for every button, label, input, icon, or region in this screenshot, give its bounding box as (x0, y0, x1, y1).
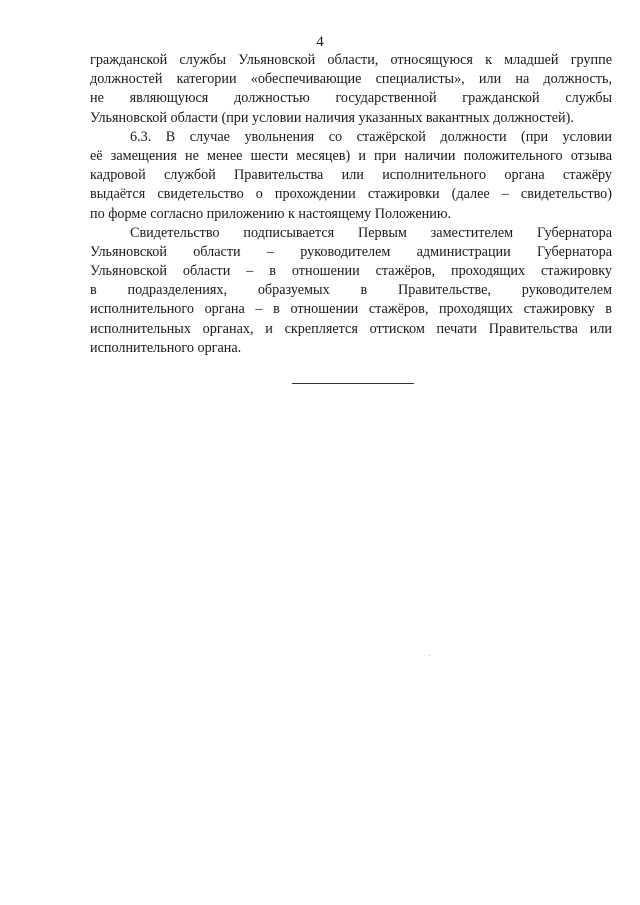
page-number: 4 (316, 34, 324, 50)
text-line: исполнительного органа. (90, 339, 242, 356)
text-line: исполнительного органа – в отношении стажёров, проходящих стажировку в (90, 301, 612, 318)
paragraph-6-3 (90, 128, 612, 224)
text-line: Ульяновской области – руководителем администрации Губернатора (90, 243, 612, 260)
document-body (90, 51, 612, 358)
text-line: Свидетельство подписывается Первым заместителем Губернатора (130, 224, 612, 241)
text-line: не являющуюся должностью государственной гражданской службы (90, 90, 612, 107)
paragraph-certificate (90, 224, 612, 358)
text-line: должностей категории «обеспечивающие специалисты», или на должность, (90, 71, 612, 88)
text-line: её замещения не менее шести месяцев) и при наличии положительного отзыва (90, 147, 612, 164)
text-line: Ульяновской области (при условии наличия указанных вакантных должностей). (90, 109, 574, 126)
text-line: исполнительных органах, и скрепляется оттиском печати Правительства или (90, 320, 612, 337)
text-line: в подразделениях, образуемых в Правительстве, руководителем (90, 282, 612, 299)
end-of-text-divider (292, 383, 414, 384)
text-line: по форме согласно приложению к настоящему Положению. (90, 205, 452, 222)
text-line: кадровой службой Правительства или исполнительного органа стажёру (90, 167, 612, 184)
scan-speck (429, 655, 430, 656)
text-line: 6.3. В случае увольнения со стажёрской должности (при условии (130, 128, 612, 145)
paragraph-continuation (90, 51, 612, 128)
text-line: Ульяновской области – в отношении стажёров, проходящих стажировку (90, 263, 612, 280)
text-line: выдаётся свидетельство о прохождении стажировки (далее – свидетельство) (90, 186, 612, 203)
text-line: гражданской службы Ульяновской области, относящуюся к младшей группе (90, 52, 612, 68)
